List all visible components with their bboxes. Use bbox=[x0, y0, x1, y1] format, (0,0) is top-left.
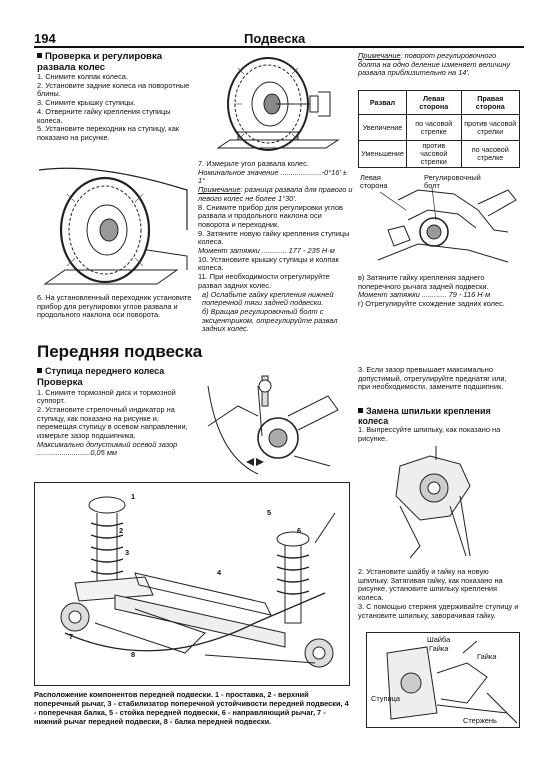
stud-step: 1. Выпрессуйте шпильку, как показано на рисунке. bbox=[358, 425, 501, 443]
camber-section bbox=[37, 52, 194, 143]
hub-section bbox=[37, 366, 195, 458]
camber-step: 2. Установите задние колеса на поворотные блины. bbox=[37, 80, 190, 99]
table-cell: против часовой стрелки bbox=[461, 115, 519, 141]
stud-section bbox=[358, 406, 520, 443]
table-cell: против часовой стрелки bbox=[406, 141, 461, 168]
left-side-label: Левая сторона bbox=[360, 173, 388, 190]
rear-step-g: г) Отрегулируйте схождение задних колес. bbox=[358, 299, 505, 309]
rear-steps-right bbox=[358, 274, 520, 309]
check-title: Проверка bbox=[37, 377, 83, 388]
page-header bbox=[34, 30, 524, 48]
table-row bbox=[359, 141, 520, 168]
table-row bbox=[359, 115, 520, 141]
callout: 3 bbox=[125, 548, 130, 557]
camber-step8: 8. Снимите прибор для регулировки углов развала и продольного наклона оси поворота и переходник. bbox=[198, 202, 343, 229]
nominal-value-line: Номинальное значение ....................-0°16' ± 1° bbox=[198, 167, 347, 186]
table-cell: по часовой стрелке bbox=[461, 141, 519, 168]
rear-step-v: в) Затяните гайку крепления заднего поперечного рычага задней подвески. bbox=[358, 273, 489, 291]
table-header: Развал bbox=[359, 91, 407, 115]
torque-line: Момент затяжки ............ 177 - 235 Н·м bbox=[198, 246, 335, 256]
washer-label: Шайба bbox=[427, 635, 451, 644]
camber-adjust-table bbox=[358, 90, 520, 168]
camber-step: 5. Установите переходник на ступицу, как показано на рисунке. bbox=[37, 124, 180, 142]
stud-press-figure bbox=[380, 446, 500, 564]
table-header: Левая сторона bbox=[406, 91, 461, 115]
hub-wrench-figure bbox=[366, 632, 520, 728]
stud-step: 2. Установите шайбу и гайку на новую шпильку. Затягивая гайку, как показано на рисунке, установите шпильку крепления колеса. bbox=[358, 567, 503, 603]
hub-title: Ступица переднего колеса bbox=[37, 366, 195, 376]
rod-label: Стержень bbox=[463, 716, 497, 725]
camber-step11b: б) Вращая регулировочный болт с эксцентриком, отрегулируйте развал задних колес. bbox=[202, 306, 338, 334]
camber-note: Примечание: разница развала для правого и левого колес не более 1°30'. bbox=[198, 185, 353, 203]
section-title: Подвеска bbox=[244, 31, 306, 46]
suspension-caption: Расположение компонентов передней подвески. 1 - проставка, 2 - верхний поперечный рычаг, 3 - стабилизатор поперечной устойчивости передней подвески, 4 - поперечная балка, 5 - стойка передней подвески, 6 - направляющий рычаг, 7 - нижний рычаг передней подвески, 8 - балка передней подвески. bbox=[34, 690, 349, 726]
max-gap-line: Максимально допустимый осевой зазор ..........................0,05 мм bbox=[37, 439, 178, 458]
hub-step: 2. Установите стрелочный индикатор на ступицу, как показано на рисунке и, перемещая ступицу в осевом направлении, измерьте зазор подшипника. bbox=[37, 404, 188, 441]
wheel-turntable-figure bbox=[37, 160, 194, 292]
camber-step: 1. Снимите колпак колеса. bbox=[37, 72, 128, 81]
front-suspension-diagram bbox=[34, 482, 350, 686]
stud-step: 3. С помощью стержня удерживайте ступицу и установите шпильку, заворачивая гайку. bbox=[358, 601, 519, 620]
adjust-bolt-note: Примечание: поворот регулировочного болта на одно деление изменяет величину развала приблизительно на 14'. bbox=[358, 51, 511, 78]
hub-step: 1. Снимите тормозной диск и тормозной суппорт. bbox=[37, 387, 176, 406]
callout: 6 bbox=[297, 526, 302, 535]
hub-step3: 3. Если зазор превышает максимально допустимый, отрегулируйте преднатяг или, при необходимости, замените подшипник. bbox=[358, 365, 507, 392]
camber-step: 4. Отверните гайку крепления ступицы колеса. bbox=[37, 106, 171, 125]
camber-step11a: а) Ослабьте гайку крепления нижней поперечной тяги задней подвески. bbox=[202, 289, 334, 308]
dial-indicator-figure bbox=[198, 366, 350, 478]
nut-label-right: Гайка bbox=[477, 652, 497, 661]
table-cell: Увеличение bbox=[359, 115, 407, 141]
stud-title: Замена шпильки крепления колеса bbox=[358, 406, 491, 426]
camber-step9: 9. Затяните новую гайку крепления ступицы колеса. bbox=[198, 228, 350, 247]
camber-title: Проверка и регулировка развала колес bbox=[37, 51, 163, 73]
camber-step10: 10. Установите крышку ступицы и колпак колеса. bbox=[198, 254, 339, 273]
callout: 1 bbox=[131, 492, 136, 501]
adjust-bolt-label: Регулировочный болт bbox=[424, 173, 481, 190]
wheel-adapter-figure bbox=[198, 52, 350, 156]
callout: 4 bbox=[217, 568, 222, 577]
camber-step: 3. Снимите крышку ступицы. bbox=[37, 98, 136, 108]
camber-step11: 11. При необходимости отрегулируйте развал задних колес. bbox=[198, 272, 330, 290]
stud-steps-continued bbox=[358, 568, 520, 620]
table-cell: Уменьшение bbox=[359, 141, 407, 168]
adjust-bolt-figure bbox=[358, 170, 520, 270]
camber-step7: 7. Измерьте угол развала колес. bbox=[198, 159, 309, 168]
callout: 7 bbox=[69, 632, 74, 641]
table-header-row bbox=[359, 91, 520, 115]
rear-torque-line: Момент затяжки ............ 79 - 116 Н·м bbox=[358, 290, 491, 300]
hub-label: Ступица bbox=[371, 694, 400, 703]
table-header: Правая сторона bbox=[461, 91, 519, 115]
table-cell: по часовой стрелке bbox=[406, 115, 461, 141]
callout: 8 bbox=[131, 650, 136, 659]
callout: 5 bbox=[267, 508, 272, 517]
front-suspension-title: Передняя подвеска bbox=[37, 342, 203, 361]
page-number: 194 bbox=[34, 31, 56, 46]
nut-label: Гайка bbox=[429, 644, 449, 653]
camber-step6: 6. На установленный переходник установите прибор для регулировки углов развала и продольного наклона оси поворота. bbox=[37, 293, 192, 320]
callout: 2 bbox=[119, 526, 124, 535]
camber-steps-continued bbox=[198, 160, 354, 334]
